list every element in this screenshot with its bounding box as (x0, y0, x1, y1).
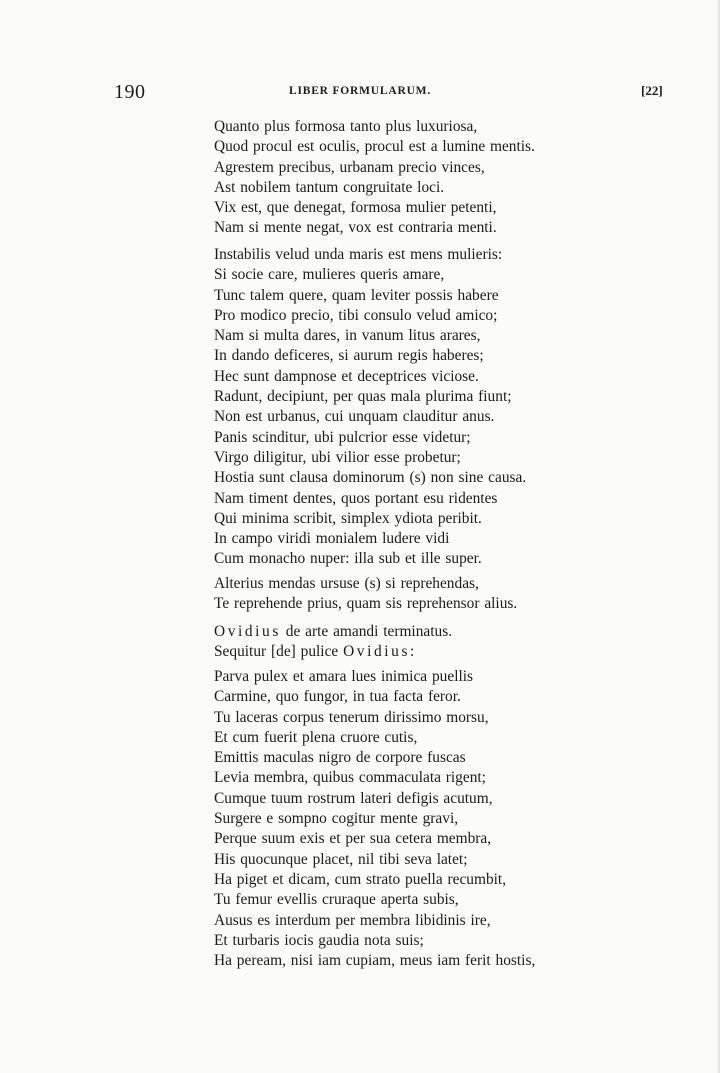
verse-line: Ha piget et dicam, cum strato puella recumbit, (214, 870, 507, 888)
verse-line: Emittis maculas nigro de corpore fuscas (214, 749, 466, 767)
verse-line: Tu laceras corpus tenerum dirissimo morsu, (214, 708, 489, 726)
verse-line: Te reprehende prius, quam sis reprehensor alius. (214, 595, 518, 613)
verse-line: Vix est, que denegat, formosa mulier petenti, (214, 199, 497, 217)
verse-line: Tunc talem quere, quam leviter possis habere (214, 286, 499, 304)
verse-line: Pro modico precio, tibi consulo velud amico; (214, 306, 498, 324)
verse-line: Virgo diligitur, ubi vilior esse probetur; (214, 448, 461, 466)
verse-line: Ha peream, nisi iam cupiam, meus iam ferit hostis, (214, 952, 536, 970)
colophon-text: de arte amandi terminatus. (280, 623, 453, 640)
verse-line: Agrestem precibus, urbanam precio vinces, (214, 158, 485, 176)
verse-line: Et turbaris iocis gaudia nota suis; (214, 931, 424, 949)
verse-line: Quod procul est oculis, procul est a lumine mentis. (214, 138, 535, 156)
stanza-3 (214, 529, 694, 570)
verse-line: Alterius mendas ursuse (s) si reprehendas, (214, 575, 479, 592)
verse-line: Surgere e sompno cogitur mente gravi, (214, 810, 459, 828)
section-mark: [22] (641, 83, 663, 98)
verse-line: Qui minima scribit, simplex ydiota peribit. (214, 509, 482, 527)
verse-line: Perque suum exis et per sua cetera membra, (214, 830, 492, 848)
verse-line: Quanto plus formosa tanto plus luxuriosa, (214, 118, 478, 135)
verse-line: Levia membra, quibus commaculata rigent; (214, 769, 486, 787)
sequitur-punctuation: : (410, 643, 415, 661)
verse-line: Et cum fuerit plena cruore cutis, (214, 728, 418, 746)
verse-line: Nam timent dentes, quos portant esu ridentes (214, 489, 498, 507)
verse-line: Ast nobilem tantum congruitate loci. (214, 178, 445, 196)
author-name: Ovidius (343, 643, 411, 661)
verse-line: Parva pulex et amara lues inimica puellis (214, 668, 474, 685)
verse-line: Nam si mente negat, vox est contraria menti. (214, 219, 497, 237)
verse-line: Instabilis velud unda maris est mens mulieris: (214, 246, 503, 263)
verse-line: Non est urbanus, cui unquam clauditur anus. (214, 408, 495, 426)
verse-line: In dando deficeres, si aurum regis haberes; (214, 347, 484, 365)
verse-line: Cumque tuum rostrum lateri defigis acutum, (214, 789, 493, 807)
verse-line: Nam si multa dares, in vanum litus arares, (214, 327, 481, 345)
verse-line: Hostia sunt clausa dominorum (s) non sine causa. (214, 469, 527, 487)
stanza-4 (214, 574, 694, 615)
verse-line: His quocunque placet, nil tibi seva latet; (214, 850, 468, 868)
running-header (0, 81, 720, 105)
author-name: Ovidius (214, 623, 281, 640)
verse-line: Ausus es interdum per membra libidinis ire, (214, 911, 491, 929)
page-number: 190 (114, 81, 146, 103)
sequitur-text: Sequitur [de] pulice (214, 643, 344, 661)
verse-line: Radunt, decipiunt, per quas mala plurima fiunt; (214, 388, 512, 406)
verse-line: Hec sunt dampnose et deceptrices viciose. (214, 367, 479, 385)
colophon-line (214, 622, 694, 642)
verse-line: Carmine, quo fungor, in tua facta feror. (214, 688, 461, 706)
verse-line: Cum monacho nuper: illa sub et ille super. (214, 550, 482, 568)
verse-line: In campo viridi monialem ludere vidi (214, 530, 450, 547)
colophon (214, 622, 694, 663)
stanza-2 (214, 245, 694, 529)
sequitur-line (214, 642, 694, 662)
stanza-1 (214, 117, 694, 239)
verse-line: Panis scinditur, ubi pulcrior esse videtur; (214, 428, 471, 446)
verse-line: Tu femur evellis cruraque aperta subis, (214, 891, 459, 909)
stanza-de-pulice (214, 667, 694, 971)
running-title: LIBER FORMULARUM. (288, 85, 431, 97)
verse-line: Si socie care, mulieres queris amare, (214, 266, 445, 284)
